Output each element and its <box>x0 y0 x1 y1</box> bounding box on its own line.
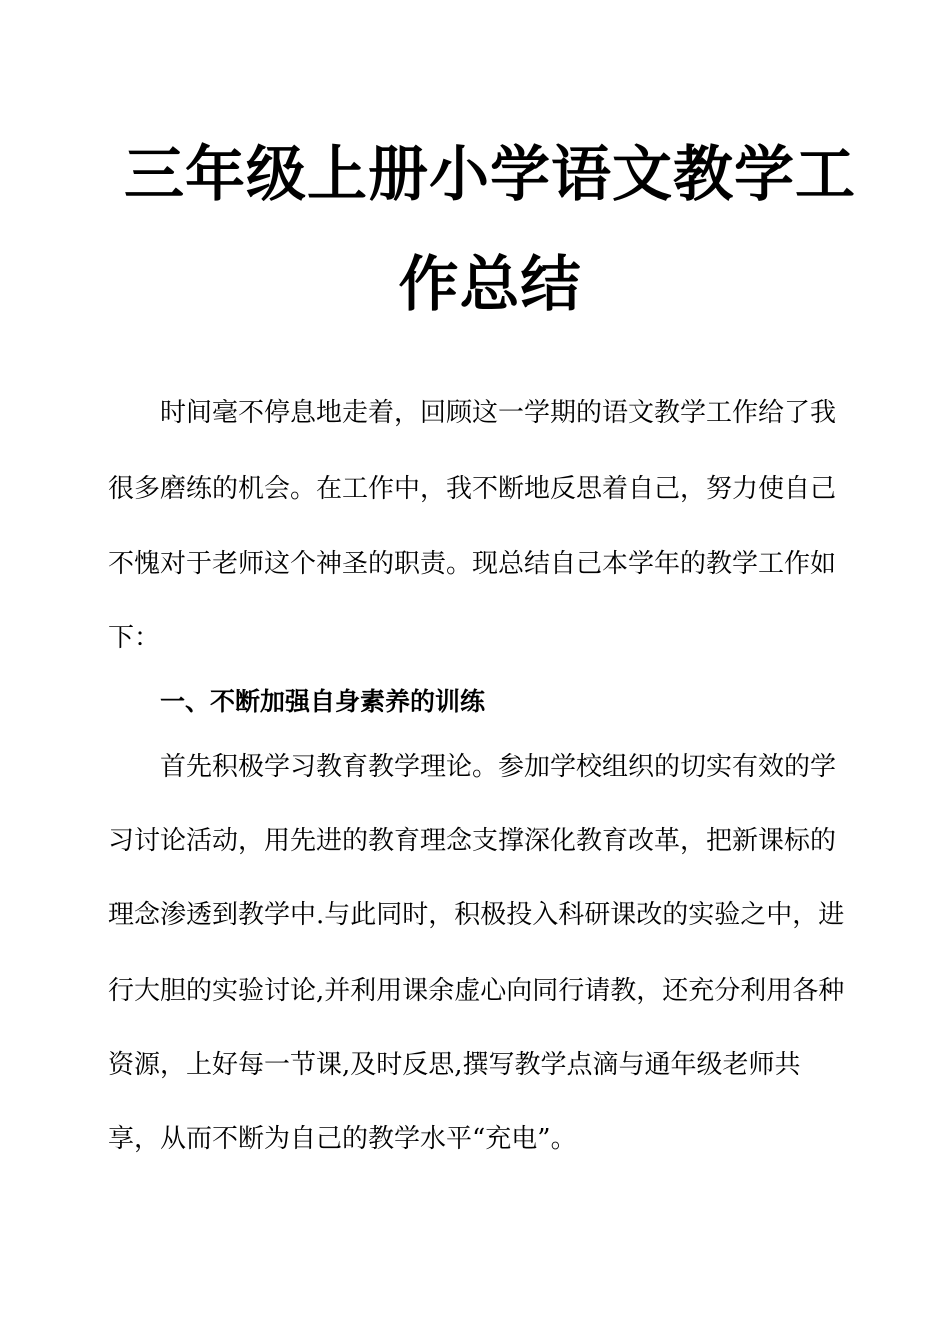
section-1-line-4: 行大胆的实验讨论,并利用课余虚心向同行请教，还充分利用各种 <box>108 976 845 1006</box>
document-title-line-2: 作总结 <box>398 250 582 320</box>
section-1-line-5: 资源，上好每一节课,及时反思,撰写教学点滴与通年级老师共 <box>108 1050 801 1080</box>
intro-paragraph-line-3: 不愧对于老师这个神圣的职责。现总结自己本学年的教学工作如 <box>108 549 837 579</box>
section-1-heading: 一、不断加强自身素养的训练 <box>160 687 486 716</box>
document-title-line-1: 三年级上册小学语文教学工 <box>124 140 856 210</box>
section-1-line-2: 习讨论活动，用先进的教育理念支撑深化教育改革，把新课标的 <box>108 826 837 856</box>
section-1-line-3: 理念渗透到教学中.与此同时，积极投入科研课改的实验之中，进 <box>108 900 845 930</box>
section-1-line-6: 享，从而不断为自己的教学水平“充电”。 <box>108 1124 577 1154</box>
intro-paragraph-line-2: 很多磨练的机会。在工作中，我不断地反思着自己，努力使自己 <box>108 474 837 504</box>
intro-paragraph-line-1: 时间毫不停息地走着，回顾这一学期的语文教学工作给了我 <box>160 398 837 428</box>
intro-paragraph-line-4: 下： <box>108 623 161 653</box>
section-1-line-1: 首先积极学习教育教学理论。参加学校组织的切实有效的学 <box>160 752 837 782</box>
